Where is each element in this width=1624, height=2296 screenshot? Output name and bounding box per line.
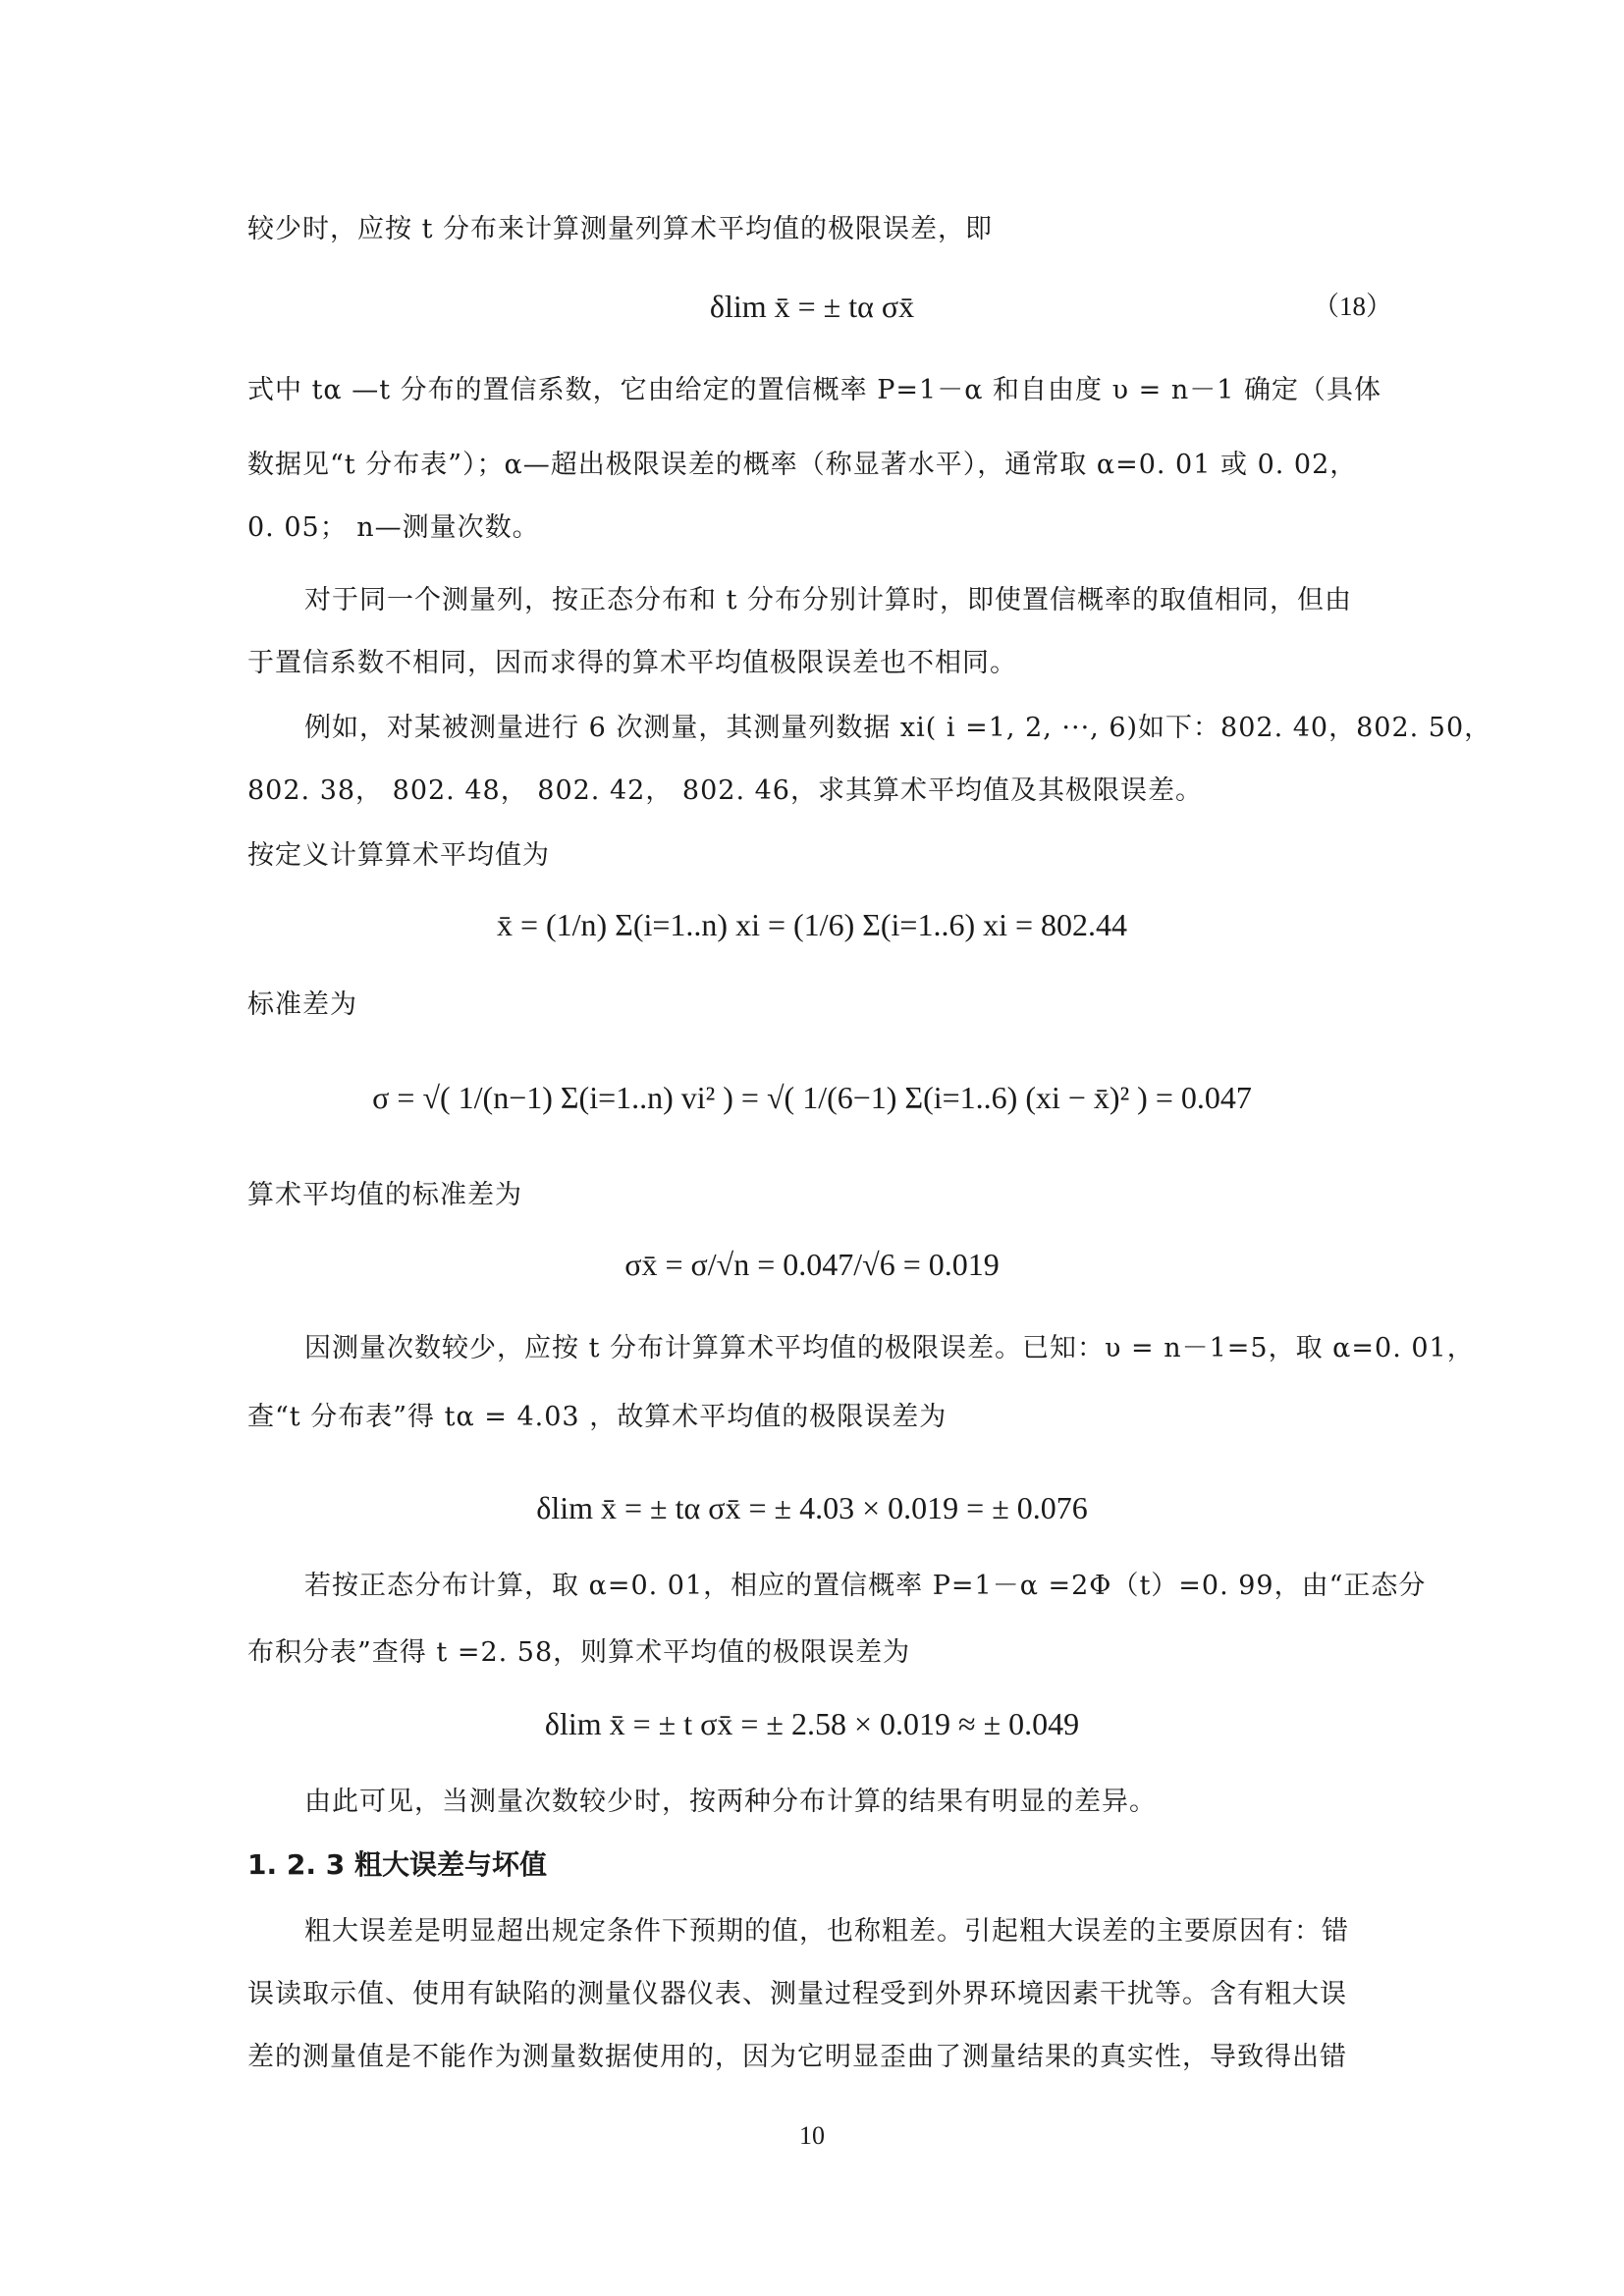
text-line: 粗大误差是明显超出规定条件下预期的值，也称粗差。引起粗大误差的主要原因有：错 [304,1916,1349,1947]
text-line: 例如，对某被测量进行 6 次测量，其测量列数据 xi( i =1, 2, ···, 6)如下：802. 40，802. 50， [304,713,1492,743]
text-line: 若按正态分布计算，取 α=0. 01，相应的置信概率 P=1－α =2Φ（t）=0. 99，由“正态分 [304,1571,1427,1601]
text-line: 较少时，应按 t 分布来计算测量列算术平均值的极限误差，即 [247,214,994,244]
text-line: 误读取示值、使用有缺陷的测量仪器仪表、测量过程受到外界环境因素干扰等。含有粗大误 [247,1979,1347,2009]
text-line: 于置信系数不相同，因而求得的算术平均值极限误差也不相同。 [247,648,1017,678]
equation-mean-std-dev: σx̄ = σ/√n = 0.047/√6 = 0.019 [624,1247,1000,1282]
text-line: 算术平均值的标准差为 [247,1180,522,1210]
equation-std-dev: σ = √( 1/(n−1) Σ(i=1..n) vi² ) = √( 1/(6−1) Σ(i=1..6) (xi − x̄)² ) = 0.047 [372,1080,1252,1115]
text-line: 对于同一个测量列，按正态分布和 t 分布分别计算时，即使置信概率的取值相同，但由 [304,585,1353,615]
equation-18: δlim x̄ = ± tα σx̄ [709,289,915,324]
equation-mean: x̄ = (1/n) Σ(i=1..n) xi = (1/6) Σ(i=1..6) xi = 802.44 [496,907,1128,942]
text-line: 布积分表”查得 t =2. 58，则算术平均值的极限误差为 [247,1637,911,1668]
text-line: 由此可见，当测量次数较少时，按两种分布计算的结果有明显的差异。 [304,1787,1157,1817]
text-line: 数据见“t 分布表”）；α—超出极限误差的概率（称显著水平），通常取 α=0. 01 或 0. 02， [247,450,1358,480]
text-line: 差的测量值是不能作为测量数据使用的，因为它明显歪曲了测量结果的真实性，导致得出错 [247,2042,1347,2072]
text-line: 查“t 分布表”得 tα = 4.03 ，故算术平均值的极限误差为 [247,1402,947,1432]
text-line: 式中 tα —t 分布的置信系数，它由给定的置信概率 P=1－α 和自由度 υ = n－1 确定（具体 [247,375,1381,405]
text-line: 按定义计算算术平均值为 [247,840,550,871]
equation-normal-limit: δlim x̄ = ± t σx̄ = ± 2.58 × 0.019 ≈ ± 0.049 [544,1706,1080,1741]
section-heading: 1. 2. 3 粗大误差与坏值 [247,1848,547,1881]
equation-number: （18） [1313,292,1392,321]
page-number: 10 [799,2121,825,2150]
text-line: 因测量次数较少，应按 t 分布计算算术平均值的极限误差。已知：υ = n－1=5，取 α=0. 01， [304,1333,1475,1363]
equation-t-limit: δlim x̄ = ± tα σx̄ = ± 4.03 × 0.019 = ± 0.076 [536,1490,1088,1525]
text-line: 0. 05； n—测量次数。 [247,512,540,543]
text-line: 802. 38， 802. 48， 802. 42， 802. 46，求其算术平均值及其极限误差。 [247,775,1203,806]
text-line: 标准差为 [247,989,357,1020]
